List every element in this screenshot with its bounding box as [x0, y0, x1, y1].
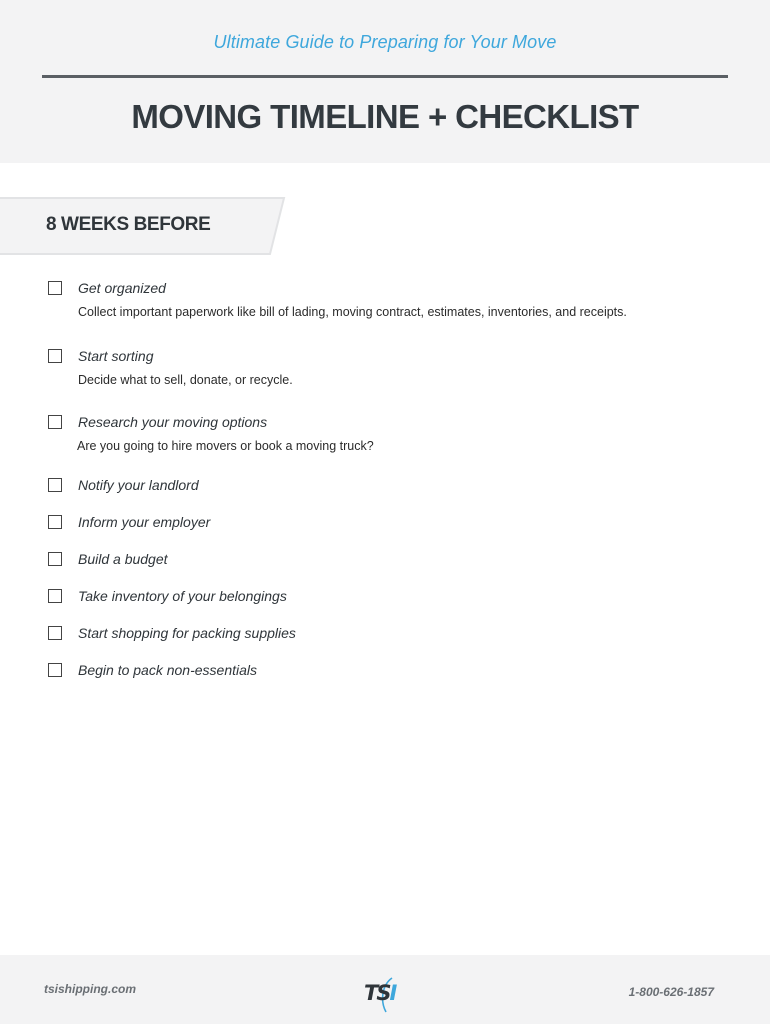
- footer-band: [0, 955, 770, 1024]
- item-description: Decide what to sell, donate, or recycle.: [78, 373, 293, 387]
- item-label: Build a budget: [78, 551, 168, 567]
- item-label: Notify your landlord: [78, 477, 199, 493]
- section-title: 8 WEEKS BEFORE: [46, 214, 211, 235]
- checkbox[interactable]: [48, 349, 62, 363]
- checkbox[interactable]: [48, 552, 62, 566]
- checkbox[interactable]: [48, 515, 62, 529]
- item-label: Begin to pack non-essentials: [78, 662, 257, 678]
- checkbox[interactable]: [48, 281, 62, 295]
- tsi-logo: [364, 977, 416, 1013]
- item-label: Inform your employer: [78, 514, 211, 530]
- website-link[interactable]: tsishipping.com: [44, 982, 137, 996]
- logo-text-main: TS: [364, 981, 390, 1005]
- logo-text: [364, 981, 395, 1005]
- checkbox[interactable]: [48, 626, 62, 640]
- checkbox[interactable]: [48, 478, 62, 492]
- section-tab: [0, 196, 290, 256]
- checkbox[interactable]: [48, 415, 62, 429]
- header-band: [0, 0, 770, 163]
- header-divider: [42, 75, 728, 78]
- checkbox[interactable]: [48, 589, 62, 603]
- guide-subtitle: Ultimate Guide to Preparing for Your Move: [213, 32, 557, 52]
- item-label: Get organized: [78, 280, 166, 296]
- item-label: Start shopping for packing supplies: [78, 625, 296, 641]
- item-label: Take inventory of your belongings: [78, 588, 287, 604]
- logo-text-accent: I: [389, 981, 396, 1005]
- phone-number: 1-800-626-1857: [628, 985, 714, 999]
- checkbox[interactable]: [48, 663, 62, 677]
- page-title: MOVING TIMELINE + CHECKLIST: [131, 98, 639, 135]
- item-label: Research your moving options: [78, 414, 268, 430]
- item-label: Start sorting: [78, 348, 154, 364]
- item-description: Are you going to hire movers or book a moving truck?: [77, 439, 374, 453]
- item-description: Collect important paperwork like bill of lading, moving contract, estimates, inventories, and receipts.: [78, 305, 627, 319]
